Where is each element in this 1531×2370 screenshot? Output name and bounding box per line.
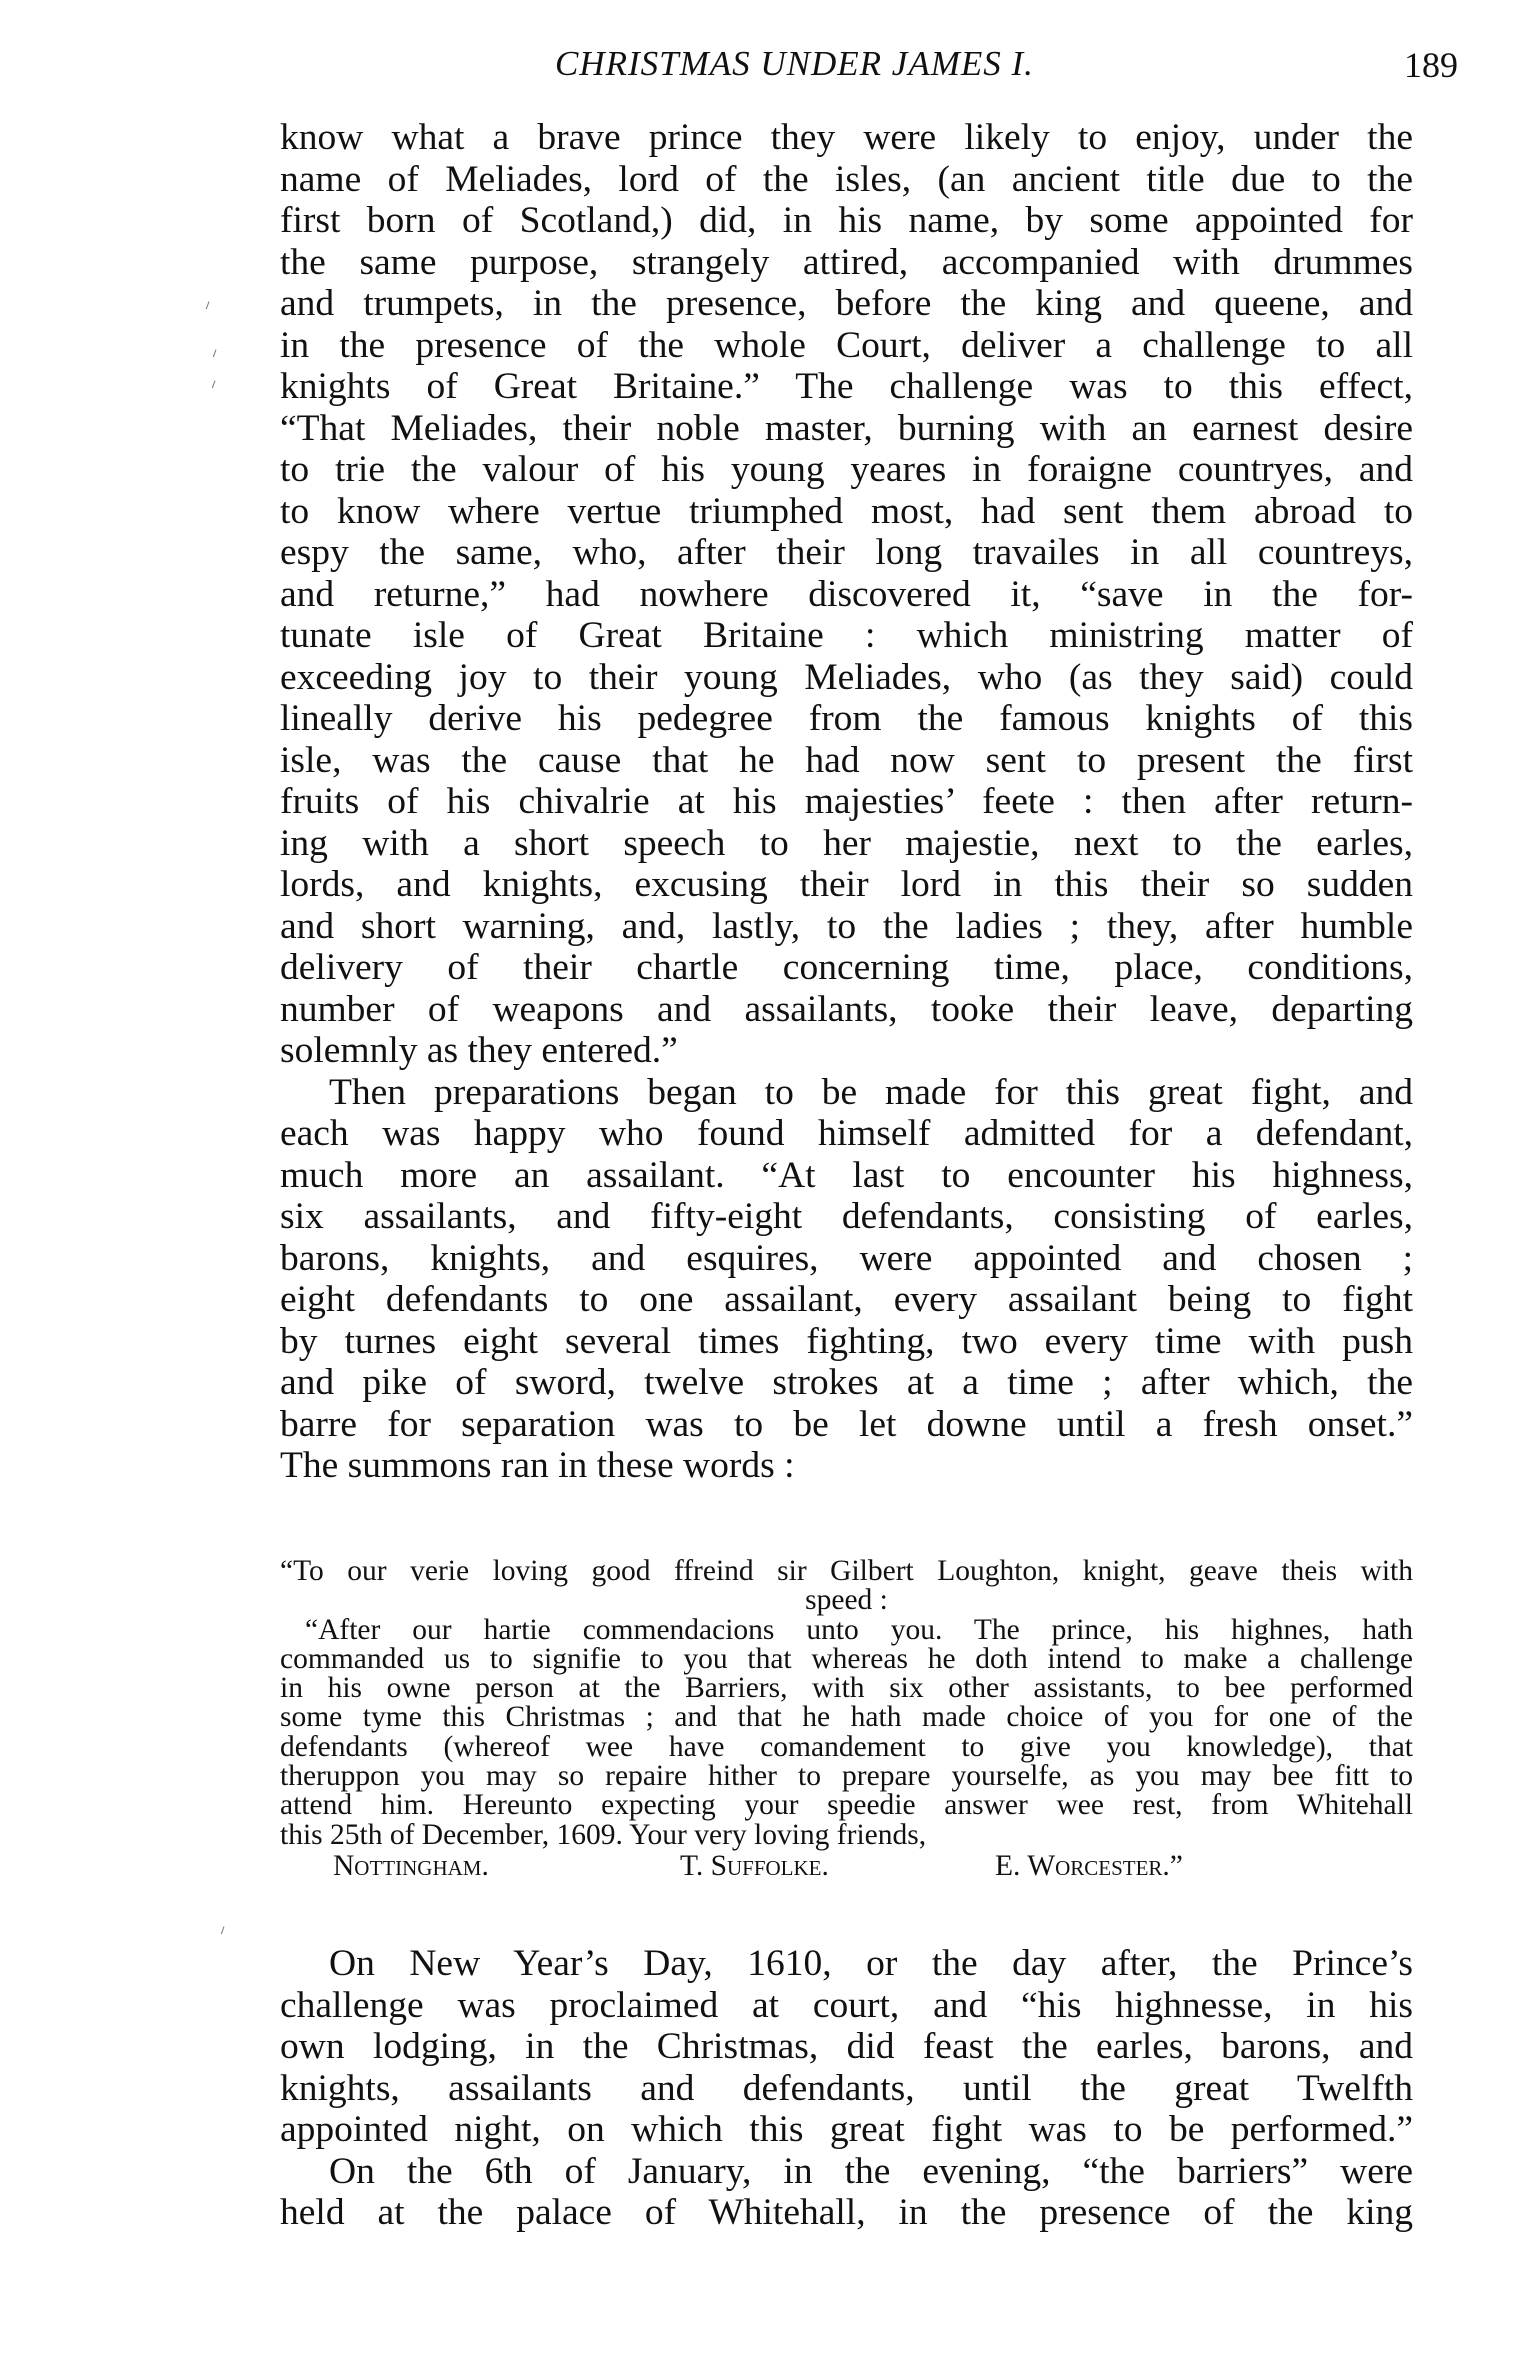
- text-line: and returne,” had nowhere discovered it, “save in the for-: [280, 573, 1413, 615]
- letter-line: this 25th of December, 1609. Your very loving friends,: [280, 1818, 927, 1851]
- text-line: espy the same, who, after their long travailes in all countreys,: [280, 532, 1413, 573]
- text-line: isle, was the cause that he had now sent to present the first: [280, 739, 1413, 781]
- text-line: barre for separation was to be let downe until a fresh onset.”: [280, 1403, 1413, 1445]
- signature-nottingham: Nottingham.: [333, 1849, 489, 1882]
- signature-suffolke: T. Suffolke.: [680, 1849, 829, 1882]
- letter-line: theruppon you may so repaire hither to prepare yourselfe, as you may bee fitt to: [280, 1760, 1413, 1793]
- letter-line: in his owne person at the Barriers, with six other assistants, to bee performed: [280, 1672, 1413, 1705]
- text-line: eight defendants to one assailant, every assailant being to fight: [280, 1279, 1413, 1320]
- text-line: much more an assailant. “At last to encounter his highness,: [280, 1154, 1413, 1196]
- text-line: delivery of their chartle concerning time, place, conditions,: [280, 947, 1413, 988]
- text-line: and pike of sword, twelve strokes at a time ; after which, the: [280, 1362, 1413, 1403]
- body-text: [280, 117, 1413, 1487]
- text-line: held at the palace of Whitehall, in the presence of the king: [280, 2192, 1413, 2233]
- text-line: challenge was proclaimed at court, and “his highnesse, in his: [280, 1984, 1413, 2026]
- scan-mark: [206, 301, 213, 310]
- text-line: barons, knights, and esquires, were appointed and chosen ;: [280, 1237, 1413, 1279]
- letter-line: commanded us to signifie to you that whereas he doth intend to make a challenge: [280, 1642, 1413, 1675]
- text-line: On New Year’s Day, 1610, or the day after, the Prince’s: [329, 1943, 1413, 1984]
- text-line: and trumpets, in the presence, before the king and queene, and: [280, 283, 1413, 324]
- text-line: own lodging, in the Christmas, did feast the earles, barons, and: [280, 2026, 1413, 2067]
- text-line: name of Meliades, lord of the isles, (an ancient title due to the: [280, 158, 1413, 200]
- letter-line: defendants (whereof wee have comandement to give you knowledge), that: [280, 1730, 1413, 1763]
- letter-line: “After our hartie commendacions unto you. The prince, his highnes, hath: [305, 1613, 1413, 1646]
- text-line: knights, assailants and defendants, until the great Twelfth: [280, 2067, 1413, 2109]
- text-line: six assailants, and fifty-eight defendants, consisting of earles,: [280, 1196, 1413, 1237]
- text-line: solemnly as they entered.”: [280, 1030, 678, 1071]
- page-number: 189: [1404, 45, 1458, 85]
- text-line: The summons ran in these words :: [280, 1445, 795, 1486]
- scan-mark: [213, 349, 220, 358]
- text-line: know what a brave prince they were likely to enjoy, under the: [280, 117, 1413, 158]
- letter-address: “To our verie loving good ffreind sir Gilbert Loughton, knight, geave theis with: [280, 1555, 1413, 1587]
- running-title: CHRISTMAS UNDER JAMES I.: [555, 44, 1034, 83]
- text-line: by turnes eight several times fighting, two every time with push: [280, 1320, 1413, 1362]
- text-line: each was happy who found himself admitted for a defendant,: [280, 1113, 1413, 1154]
- text-line: first born of Scotland,) did, in his name, by some appointed for: [280, 200, 1413, 241]
- letter-address-end: speed :: [805, 1584, 888, 1617]
- signature-worcester: E. Worcester.”: [995, 1849, 1183, 1882]
- text-line: knights of Great Britaine.” The challenge was to this effect,: [280, 366, 1413, 407]
- text-line: number of weapons and assailants, tooke their leave, departing: [280, 988, 1413, 1030]
- text-line: ing with a short speech to her majestie, next to the earles,: [280, 822, 1413, 864]
- text-line: to trie the valour of his young yeares in foraigne countryes, and: [280, 449, 1413, 490]
- text-line: fruits of his chivalrie at his majesties’ feete : then after return-: [280, 781, 1413, 822]
- letter-line: attend him. Hereunto expecting your speedie answer wee rest, from Whitehall: [280, 1789, 1413, 1822]
- text-line: to know where vertue triumphed most, had sent them abroad to: [280, 490, 1413, 532]
- text-line: On the 6th of January, in the evening, “the barriers” were: [329, 2150, 1413, 2192]
- text-line: exceeding joy to their young Meliades, who (as they said) could: [280, 656, 1413, 698]
- closing-text: [280, 1943, 1413, 2234]
- text-line: “That Meliades, their noble master, burning with an earnest desire: [280, 407, 1413, 449]
- text-line: tunate isle of Great Britaine : which ministring matter of: [280, 615, 1413, 656]
- text-line: and short warning, and, lastly, to the ladies ; they, after humble: [280, 905, 1413, 947]
- summons-letter: [280, 1557, 1413, 1882]
- letter-signatures: [280, 1850, 1413, 1882]
- text-line: the same purpose, strangely attired, accompanied with drummes: [280, 241, 1413, 283]
- scan-mark: [212, 380, 219, 389]
- text-line: lords, and knights, excusing their lord in this their so sudden: [280, 864, 1413, 905]
- letter-line: some tyme this Christmas ; and that he hath made choice of you for one of the: [280, 1701, 1413, 1734]
- text-line: lineally derive his pedegree from the famous knights of this: [280, 698, 1413, 739]
- scan-mark: [221, 1926, 228, 1935]
- text-line: appointed night, on which this great fight was to be performed.”: [280, 2109, 1413, 2150]
- text-line: in the presence of the whole Court, deliver a challenge to all: [280, 324, 1413, 366]
- running-header: [0, 44, 1531, 104]
- text-line: Then preparations began to be made for this great fight, and: [329, 1071, 1413, 1113]
